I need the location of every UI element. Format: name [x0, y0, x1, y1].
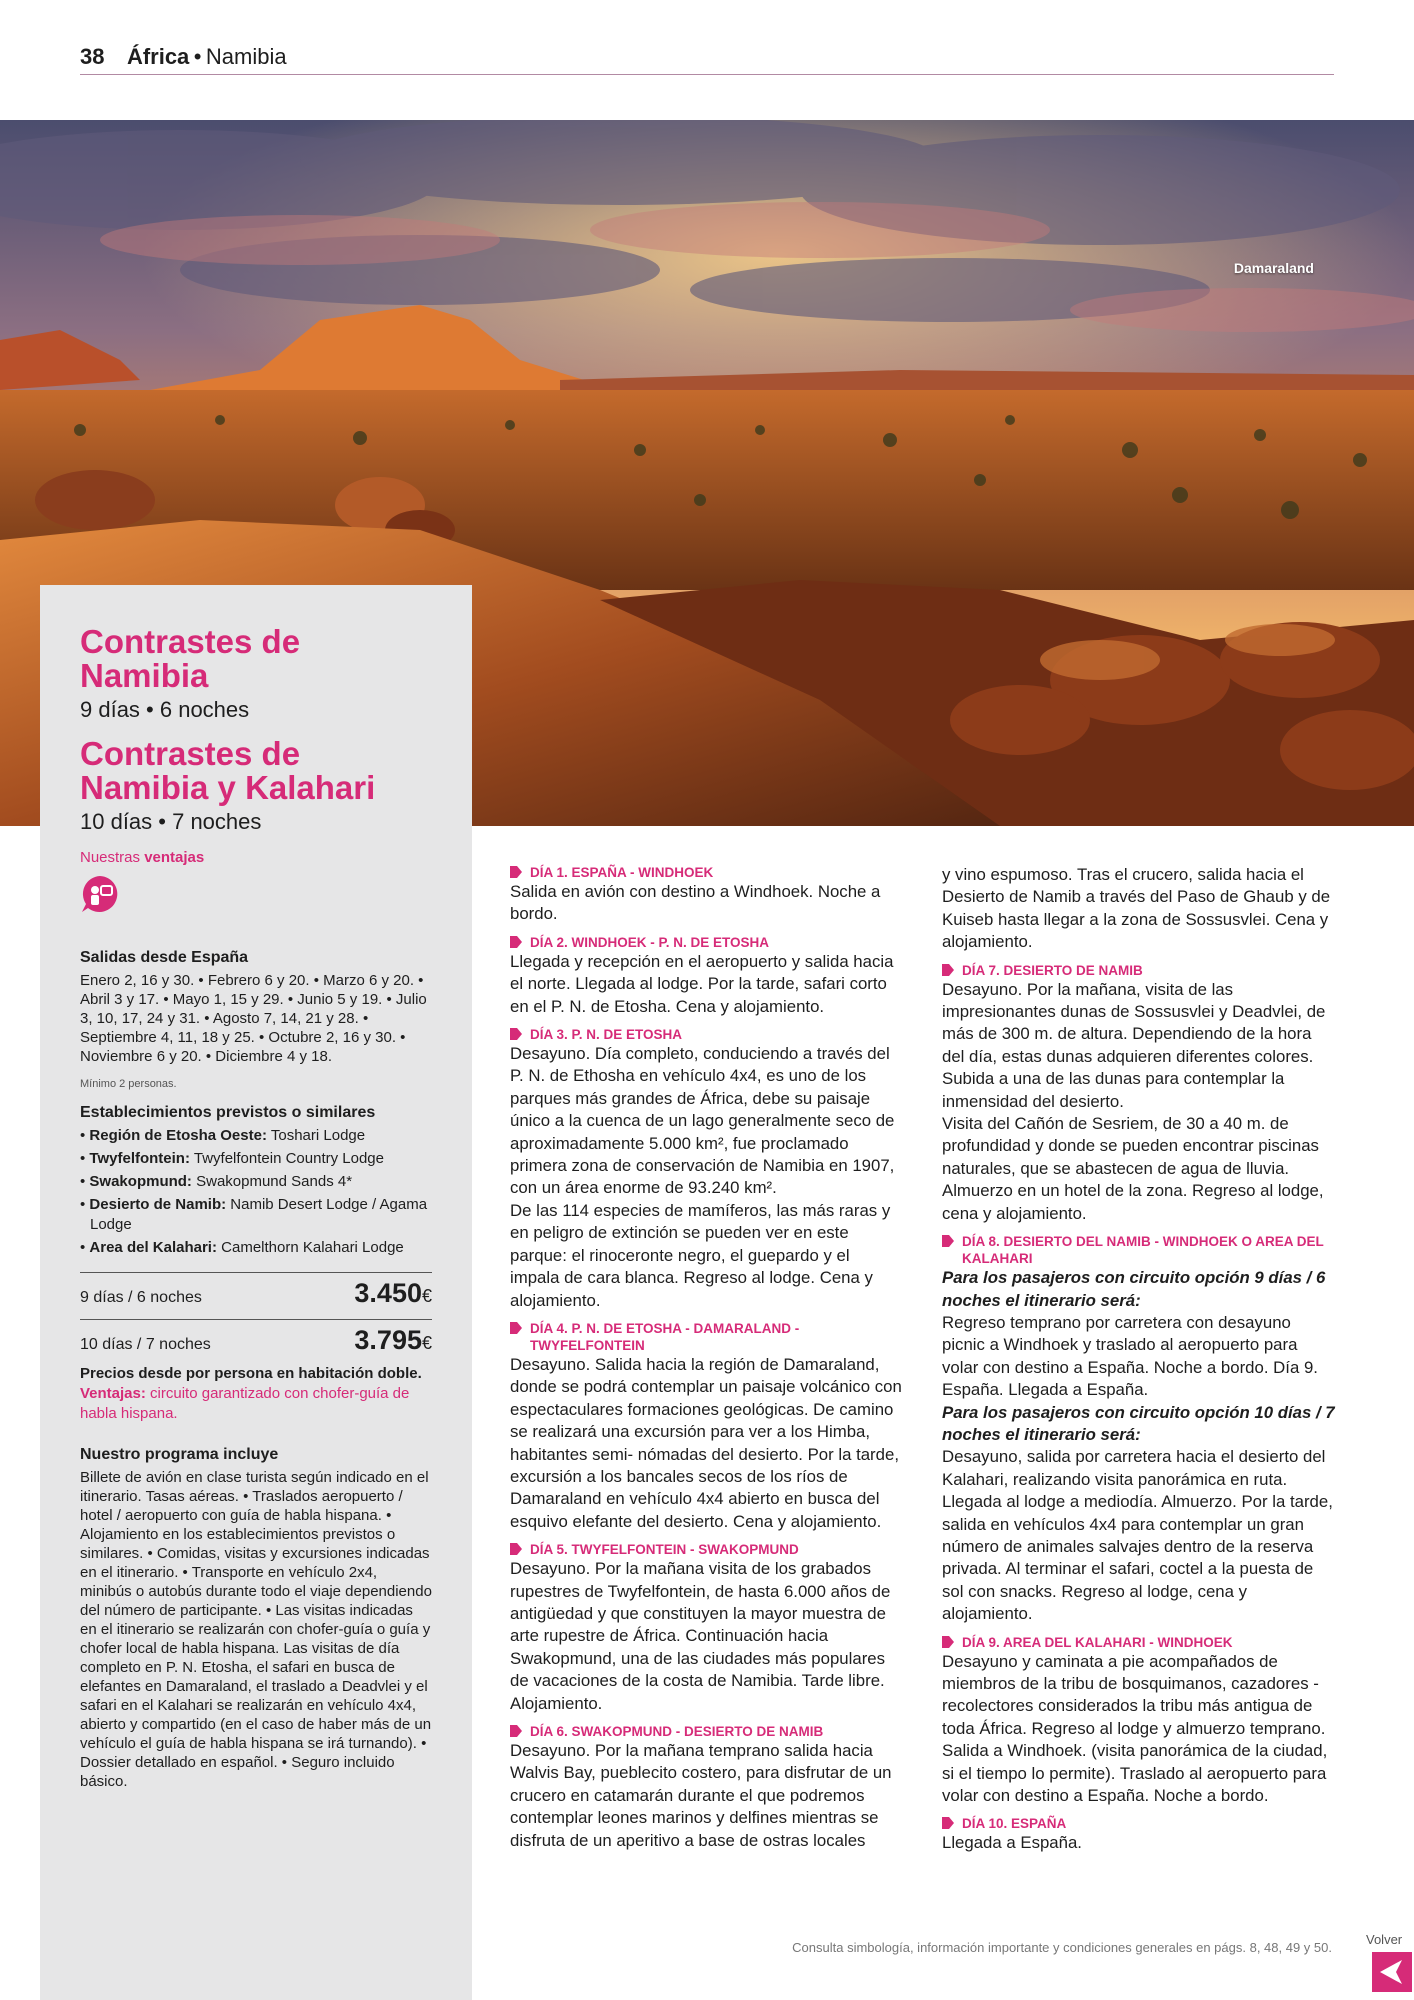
price-label: 10 días / 7 noches — [80, 1336, 211, 1353]
arrow-tag-icon — [942, 964, 954, 976]
day-text: Desayuno. Salida hacia la región de Damaraland, donde se podrá contemplar un paisaje volcánico con espectaculares formaciones geológicas. De camino se realizará una excursión para ver a los Himba, habitantes semi- nómadas del desierto. Por la tarde, excursión a los bancales secos de los ríos de Damaraland en vehículo 4x4 abierto en busca del esquivo elefante del desierto. Cena y alojamiento. — [510, 1354, 902, 1531]
includes-text: Billete de avión en clase turista según indicado en el itinerario. Tasas aéreas. • Traslados aeropuerto / hotel / aeropuerto con guía de habla hispana. • Alojamiento en los establecimientos previstos o similares. • Comidas, visitas y excursiones indicadas en el itinerario. • Transporte en vehículo 2x4, minibús o autobús durante todo el viaje dependiendo del número de participante. • Las visitas indicadas en el itinerario se realizarán con chofer-guía o guía y chofer local de habla hispana. Las visitas de día completo en P. N. Etosha, el safari en busca de elefantes en Damaraland, el traslado a Deadvlei y el safari en el Kalahari se realizarán en vehículo 4x4, abierto y compartido (en el caso de haber más de un vehículo el guía de habla hispana se irá turnando). • Dossier detallado en español. • Seguro incluido básico. — [80, 1469, 432, 1790]
day-heading: DÍA 1. ESPAÑA - WINDHOEK — [510, 864, 903, 881]
arrow-tag-icon — [510, 936, 522, 948]
day-text: Llegada y recepción en el aeropuerto y salida hacia el norte. Llegada al lodge. Por la tarde, safari corto en el P. N. de Etosha. Cena y alojamiento. — [510, 951, 894, 1016]
back-button[interactable] — [1362, 1932, 1414, 2000]
itinerary-column-1 — [510, 864, 903, 1852]
advantages-inline-label: Ventajas: — [80, 1385, 146, 1402]
advantages-prefix: Nuestras — [80, 849, 141, 866]
includes-heading: Nuestro programa incluye — [80, 1446, 279, 1463]
day-text: Desayuno. Por la mañana, visita de las impresionantes dunas de Sossusvlei y Deadvlei, de más de 300 m. de altura. Dependiendo de la hora del día, estas dunas adquieren diferentes colores. Subida a una de las dunas para contemplar la inmensidad del desierto. — [942, 979, 1326, 1111]
establishment-item: • Swakopmund: Swakopmund Sands 4* — [80, 1173, 353, 1190]
day-text: Desayuno, salida por carretera hacia el desierto del Kalahari, realizando visita panorámica en ruta. Llegada al lodge a mediodía. Almuerzo. Por la tarde, salida en vehículos 4x4 para contemplar un gran número de animales salvajes dentro de la reserva privada. Al terminar el safari, coctel a la puesta de sol con snacks. Regreso al lodge, cena y alojamiento. — [942, 1447, 1333, 1624]
advantages-label — [80, 849, 432, 866]
day-heading: DÍA 2. WINDHOEK - P. N. DE ETOSHA — [510, 934, 903, 951]
day-text: Desayuno y caminata a pie acompañados de miembros de la tribu de bosquimanos, cazadores - recolectores considerados la tribu más antigua de toda África. Regreso al lodge y almuerzo temprano. Salida a Windhoek. (visita panorámica de la ciudad, si el tiempo lo permite). Traslado al aeropuerto para volar con destino a España. Noche a bordo. — [942, 1651, 1328, 1806]
country-title: Namibia — [205, 44, 287, 69]
day-heading: DÍA 3. P. N. DE ETOSHA — [510, 1026, 903, 1043]
price-row — [80, 1272, 432, 1309]
arrow-tag-icon — [510, 1543, 522, 1555]
day-text: Salida en avión con destino a Windhoek. Noche a bordo. — [510, 882, 881, 924]
price-note: Precios desde por persona en habitación doble. Ventajas: circuito garantizado con chofer-guía de habla hispana. — [80, 1365, 422, 1422]
trip-duration-1: 9 días • 6 noches — [80, 697, 250, 722]
arrow-tag-icon — [510, 1725, 522, 1737]
day-option-heading: Para los pasajeros con circuito opción 9 días / 6 noches el itinerario será: — [942, 1268, 1326, 1310]
trip-duration-2: 10 días • 7 noches — [80, 809, 262, 834]
region-title: África — [126, 44, 190, 69]
footer-note: Consulta simbología, información importante y condiciones generales en págs. 8, 48, 49 y 50. — [792, 1940, 1332, 1955]
price-label: 9 días / 6 noches — [80, 1289, 202, 1306]
day-heading: DÍA 6. SWAKOPMUND - DESIERTO DE NAMIB — [510, 1723, 903, 1740]
guide-icon — [80, 874, 120, 914]
price-value: 3.795€ — [354, 1325, 432, 1355]
back-arrow-icon[interactable] — [1372, 1952, 1412, 1992]
establishments-heading: Establecimientos previstos o similares — [80, 1104, 376, 1121]
day-text: De las 114 especies de mamíferos, las más raras y en peligro de extinción se pueden ver en este parque: el rinoceronte negro, el guepardo y el impala de cara blanca. Regreso al lodge. Cena y alojamiento. — [510, 1200, 891, 1310]
day-heading: DÍA 4. P. N. DE ETOSHA - DAMARALAND - TWYFELFONTEIN — [510, 1320, 903, 1354]
sidebar-panel — [40, 585, 472, 2000]
day-text: Visita del Cañón de Sesriem, de 30 a 40 m. de profundidad y donde se pueden encontrar piscinas naturales, que se abastecen de agua de lluvia. Almuerzo en un hotel de la zona. Regreso al lodge, cena y alojamiento. — [942, 1114, 1324, 1223]
arrow-tag-icon — [510, 866, 522, 878]
establishment-item: • Area del Kalahari: Camelthorn Kalahari Lodge — [80, 1239, 404, 1256]
back-label: Volver — [1366, 1932, 1403, 1947]
day-heading: DÍA 5. TWYFELFONTEIN - SWAKOPMUND — [510, 1541, 903, 1558]
establishment-item: • Región de Etosha Oeste: Toshari Lodge — [80, 1127, 366, 1144]
establishment-item: • Desierto de Namib: Namib Desert Lodge / Agama Lodge — [80, 1196, 428, 1233]
day-text: Regreso temprano por carretera con desayuno picnic a Windhoek y traslado al aeropuerto para volar con destino a España. Noche a bordo. Día 9. España. Llegada a España. — [942, 1312, 1318, 1400]
day-option-heading: Para los pasajeros con circuito opción 10 días / 7 noches el itinerario será: — [942, 1402, 1335, 1444]
arrow-tag-icon — [942, 1235, 954, 1247]
day-text: Desayuno. Por la mañana visita de los grabados rupestres de Twyfelfontein, de hasta 6.000 años de antigüedad y que constituyen la mayor muestra de arte rupestre de África. Continuación hacia Swakopmund, una de las ciudades más populares de vacaciones de la costa de Namibia. Tarde libre. Alojamiento. — [510, 1559, 891, 1713]
day-text: y vino espumoso. Tras el crucero, salida hacia el Desierto de Namib a través del Paso de Ghaub y de Kuiseb hasta llegar a la zona de Sossusvlei. Cena y alojamiento. — [942, 865, 1331, 952]
day-heading: DÍA 10. ESPAÑA — [942, 1815, 1335, 1832]
advantages-inline-text: circuito garantizado con chofer-guía de habla hispana. — [80, 1385, 410, 1422]
trip-title-1: Contrastes de Namibia — [80, 623, 301, 694]
day-heading: DÍA 7. DESIERTO DE NAMIB — [942, 962, 1335, 979]
price-value: 3.450€ — [354, 1278, 432, 1308]
header-separator: • — [193, 44, 202, 69]
arrow-tag-icon — [510, 1322, 522, 1334]
departures-text: Enero 2, 16 y 30. • Febrero 6 y 20. • Marzo 6 y 20. • Abril 3 y 17. • Mayo 1, 15 y 29. • Junio 5 y 19. • Julio 3, 10, 17, 24 y 31. • Agosto 7, 14, 21 y 28. • Septiembre 4, 11, 18 y 25. • Octubre 2, 16 y 30. • Noviembre 6 y 20. • Diciembre 4 y 18. — [80, 972, 427, 1065]
day-heading: DÍA 8. DESIERTO DEL NAMIB - WINDHOEK O AREA DEL KALAHARI — [942, 1233, 1335, 1267]
day-heading: DÍA 9. AREA DEL KALAHARI - WINDHOEK — [942, 1634, 1335, 1651]
minimum-note: Mínimo 2 personas. — [80, 1078, 177, 1090]
day-text: Llegada a España. — [942, 1833, 1082, 1853]
trip-title-2: Contrastes de Namibia y Kalahari — [80, 735, 376, 806]
price-row — [80, 1319, 432, 1356]
day-text: Desayuno. Día completo, conduciendo a través del P. N. de Ethosha en vehículo 4x4, es uno de los parques más grandes de África, debe su paisaje único a la cuenca de un lago generalmente seco de aproximadamente 5.000 km², fue proclamado primera zona de conservación de Namibia en 1907, con un área enorme de 93.240 km². — [510, 1044, 895, 1198]
establishment-item: • Twyfelfontein: Twyfelfontein Country Lodge — [80, 1150, 384, 1167]
arrow-tag-icon — [510, 1028, 522, 1040]
arrow-tag-icon — [942, 1636, 954, 1648]
arrow-tag-icon — [942, 1817, 954, 1829]
itinerary-column-2 — [942, 864, 1335, 1855]
day-text: Desayuno. Por la mañana temprano salida hacia Walvis Bay, pueblecito costero, para disfrutar de un crucero en catamarán durante el que podremos contemplar leones marinos y delfines mientras se disfruta de un aperitivo a base de ostras locales — [510, 1741, 892, 1850]
page-header — [80, 44, 1334, 75]
advantages-bold: ventajas — [144, 849, 205, 866]
hero-caption: Damaraland — [1233, 260, 1314, 276]
establishments-list — [80, 1126, 432, 1258]
page-number: 38 — [80, 44, 105, 69]
departures-heading: Salidas desde España — [80, 949, 249, 966]
